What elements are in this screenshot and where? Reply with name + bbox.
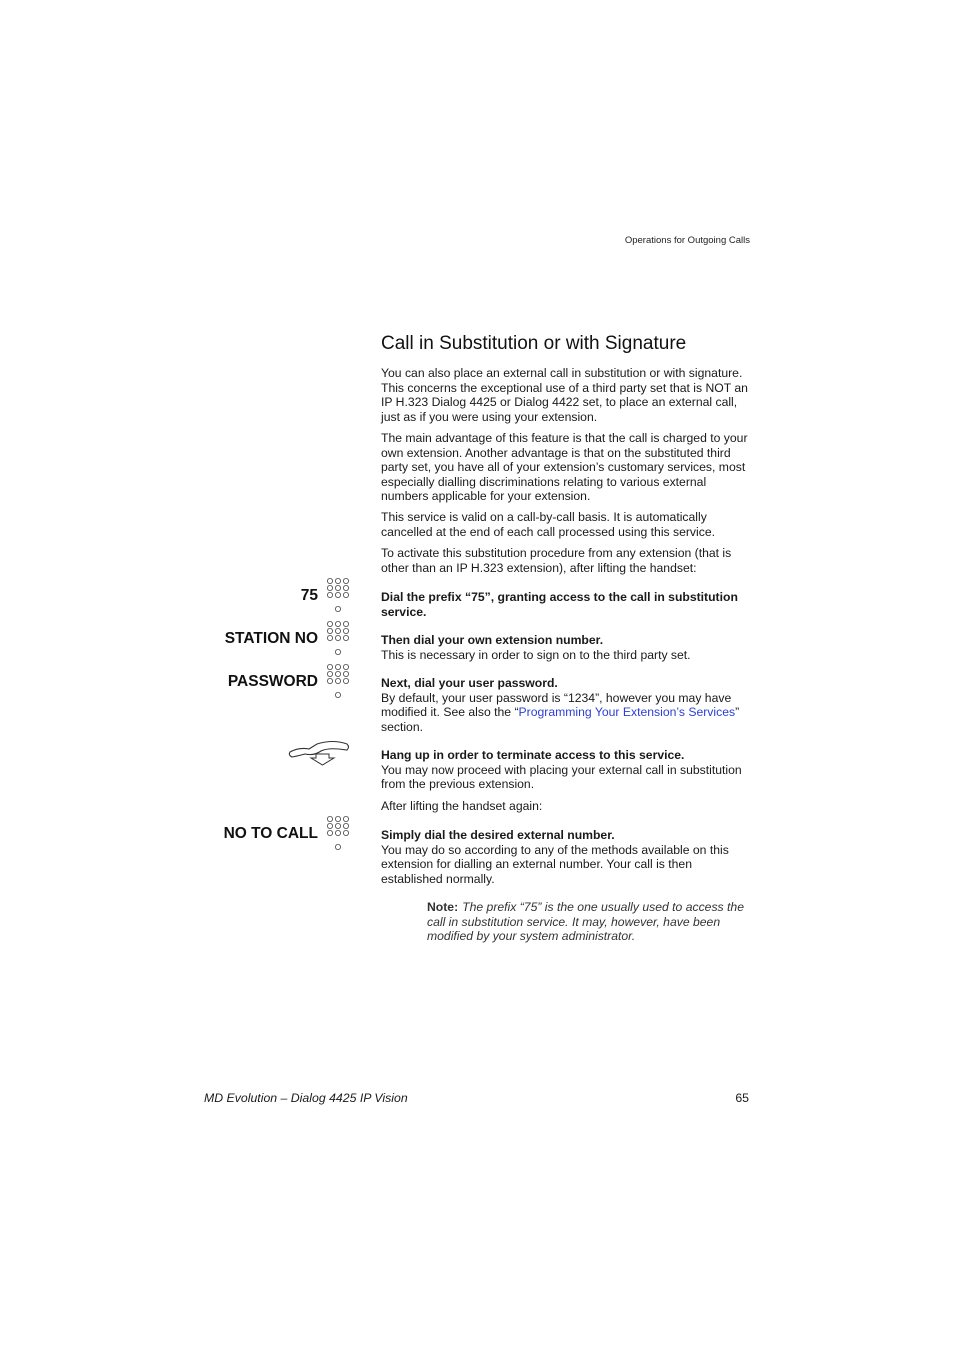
intro-paragraph-2: The main advantage of this feature is that the call is charged to your own extension. Another advantage is that on the substituted third party set, you have all of your extension’s customary services, most especially dialling discriminations relating to various external numbers applicable for your extension. bbox=[381, 431, 748, 504]
step-key-label-75: 75 bbox=[300, 587, 318, 604]
step-detail-3-before: By default, your user password is “1234”, however you may have modified it. See also the “ bbox=[381, 690, 732, 720]
note-label: Note: bbox=[427, 900, 459, 914]
step-detail-4: You may now proceed with placing your external call in substitution from the previous extension. bbox=[381, 762, 742, 792]
keypad-key bbox=[343, 664, 348, 669]
step-block-2 bbox=[381, 633, 749, 662]
keypad-key bbox=[343, 578, 348, 583]
keypad-key bbox=[335, 621, 340, 626]
keypad-key bbox=[343, 635, 348, 640]
keypad-key bbox=[327, 635, 332, 640]
keypad-key bbox=[327, 592, 332, 597]
keypad-key bbox=[343, 621, 348, 626]
step-instruction-3: Next, dial your user password. bbox=[381, 676, 558, 690]
step-detail-2: This is necessary in order to sign on to the third party set. bbox=[381, 647, 691, 662]
step-block-3 bbox=[381, 676, 749, 734]
page-number: 65 bbox=[735, 1091, 749, 1105]
keypad-key bbox=[335, 678, 340, 683]
step-instruction-2: Then dial your own extension number. bbox=[381, 633, 604, 647]
keypad-key bbox=[335, 692, 340, 697]
footer-document-title: MD Evolution – Dialog 4425 IP Vision bbox=[204, 1091, 408, 1105]
keypad-key bbox=[343, 671, 348, 676]
keypad-key bbox=[343, 585, 348, 590]
intro-paragraph-4: To activate this substitution procedure from any extension (that is other than an IP H.323 extension), after lifting the handset: bbox=[381, 546, 732, 575]
keypad-key bbox=[327, 621, 332, 626]
step-block-5 bbox=[381, 828, 749, 886]
intro-paragraph-3: This service is valid on a call-by-call basis. It is automatically cancelled at the end of each call processed using this service. bbox=[381, 510, 715, 539]
keypad-key bbox=[335, 671, 340, 676]
keypad-key bbox=[335, 606, 340, 611]
between-text: After lifting the handset again: bbox=[381, 799, 543, 813]
keypad-key bbox=[327, 664, 332, 669]
keypad-key bbox=[327, 816, 332, 821]
hang-up-handset-icon bbox=[287, 740, 351, 766]
keypad-key bbox=[343, 816, 348, 821]
step-block-4 bbox=[381, 748, 749, 792]
step-instruction-5: Simply dial the desired external number. bbox=[381, 828, 615, 842]
keypad-key bbox=[327, 628, 332, 633]
keypad-icon bbox=[326, 621, 350, 655]
keypad-key bbox=[335, 635, 340, 640]
step-detail-5: You may do so according to any of the methods available on this extension for dialling an external number. Your call is then established normally. bbox=[381, 842, 729, 886]
keypad-icon bbox=[326, 578, 350, 612]
keypad-key bbox=[327, 830, 332, 835]
keypad-key bbox=[327, 823, 332, 828]
keypad-key bbox=[343, 678, 348, 683]
step-instruction-4: Hang up in order to terminate access to this service. bbox=[381, 748, 685, 762]
keypad-key bbox=[327, 671, 332, 676]
keypad-key bbox=[343, 823, 348, 828]
keypad-key bbox=[335, 628, 340, 633]
intro-paragraph-1: You can also place an external call in substitution or with signature. This concerns the exceptional use of a third party set that is NOT an IP H.323 Dialog 4425 or Dialog 4422 set, to place an external call, just as if you were using your extension. bbox=[381, 366, 748, 424]
keypad-key bbox=[343, 592, 348, 597]
programming-services-link[interactable]: Programming Your Extension’s Services bbox=[518, 705, 736, 720]
keypad-key bbox=[327, 585, 332, 590]
keypad-key bbox=[327, 578, 332, 583]
keypad-key bbox=[335, 830, 340, 835]
keypad-icon bbox=[326, 664, 350, 698]
step-key-label-no-to-call: NO TO CALL bbox=[223, 825, 318, 842]
keypad-key bbox=[335, 578, 340, 583]
keypad-key bbox=[335, 585, 340, 590]
keypad-key bbox=[335, 664, 340, 669]
note-text: The prefix “75” is the one usually used to access the call in substitution service. It may, however, have been modified by your system administrator. bbox=[427, 900, 744, 944]
step-key-label-station-no: STATION NO bbox=[224, 630, 318, 647]
step-detail-3 bbox=[381, 691, 749, 735]
step-instruction-1: Dial the prefix “75”, granting access to the call in substitution service. bbox=[381, 590, 738, 619]
keypad-icon bbox=[326, 816, 350, 850]
running-head: Operations for Outgoing Calls bbox=[624, 235, 750, 246]
keypad-key bbox=[335, 844, 340, 849]
step-key-label-password: PASSWORD bbox=[227, 673, 318, 690]
keypad-key bbox=[335, 592, 340, 597]
keypad-key bbox=[343, 830, 348, 835]
keypad-key bbox=[335, 823, 340, 828]
step-detail-3-after: ” section. bbox=[381, 705, 740, 734]
section-title: Call in Substitution or with Signature bbox=[381, 333, 687, 354]
keypad-key bbox=[335, 816, 340, 821]
note-block bbox=[427, 900, 749, 944]
keypad-key bbox=[335, 649, 340, 654]
keypad-key bbox=[343, 628, 348, 633]
keypad-key bbox=[327, 678, 332, 683]
